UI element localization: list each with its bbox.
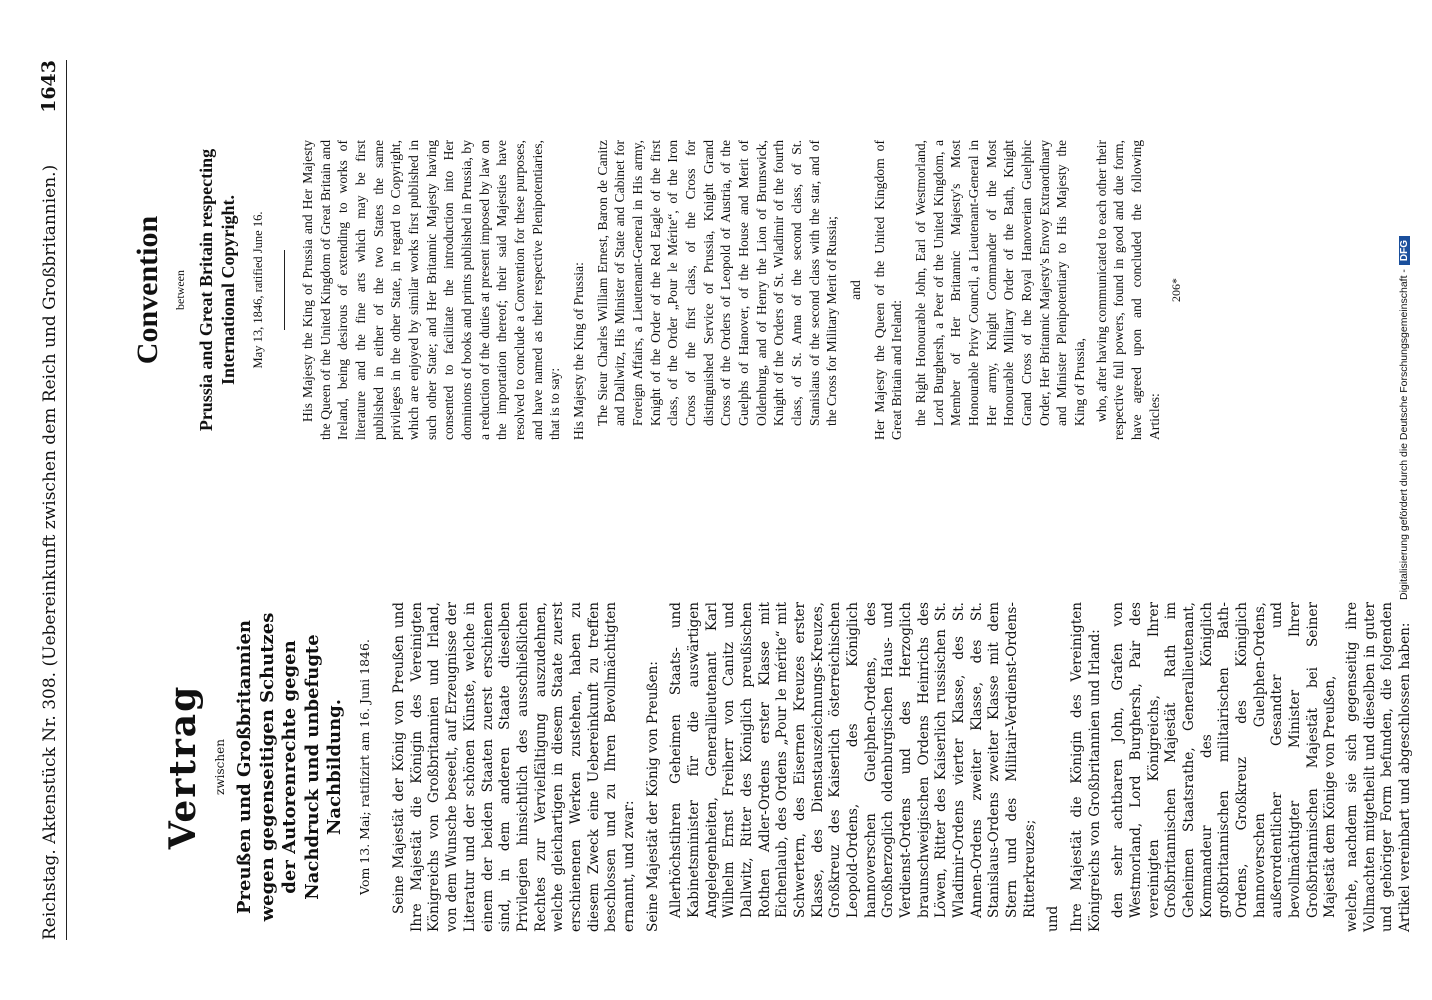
german-between: zwischen	[212, 739, 227, 795]
english-title: Convention	[131, 215, 164, 365]
english-date: May 13, 1846, ratified June 16.	[250, 211, 265, 369]
german-queen-heading: Ihre Majestät die Königin des Vereinigten Königreichs von Großbritannien und Irland:	[1069, 602, 1103, 932]
german-column	[65, 602, 1419, 932]
german-title: Vertrag	[162, 684, 204, 850]
german-date: Vom 13. Mai; ratifizirt am 16. Juni 1846.	[356, 639, 372, 895]
english-queen-plenipotentiary: the Right Honourable John, Earl of Westmorland, Lord Burghersh, a Peer of the United Kingdom, a Member of Her Britannic Majesty's Most Honourable Privy Council, a Lieutenant-General in Her army, Knight Commander of the Most Honourable Military Order of the Bath, Knight Grand Cross of the Royal Hanoverian Guelphic Order, Her Britannic Majesty's Envoy Extraordinary and Minister Plenipotentiary to His Majesty the King of Prussia,	[913, 140, 1088, 426]
english-preamble: His Majesty the King of Prussia and Her Majesty the Queen of the United Kingdom of Great Britain and Ireland, being desirous of extending to works of literature and the fine arts which may be first published in either of the two States the same privileges in the other State, in regard to Copyright, which are enjoyed by similar works first published in such other State; and Her Britannic Majesty having consented to facilitate the introduction into Her dominions of books and prints published in Prussia, by a reduction of the duties at present imposed by law on the importation thereof; their said Majesties have resolved to conclude a Convention for these purposes, and have named as their respective Plenipotentiaries, that is to say:	[299, 140, 563, 440]
footer-text: Digitalisierung gefördert durch die Deutsche Forschungsgemeinschaft -	[1398, 269, 1410, 600]
german-subtitle: Preußen und Großbritannien wegen gegenseitigen Schutzes der Autorenrechte gegen Nachdruck und unbefugte Nachbildung.	[234, 612, 346, 922]
german-king-heading: Seine Majestät der König von Preußen:	[644, 661, 661, 932]
german-closing: welche, nachdem sie sich gegenseitig ihre Vollmachten mitgetheilt und dieselben in guter und gehöriger Form befunden, die folgenden Artikel vereinbart und abgeschlossen haben:	[1344, 602, 1414, 932]
german-king-plenipotentiary: Allerhöchstihren Geheimen Staats- und Kabinetsminister für die auswärtigen Angelegenheiten, Generallieutenant Karl Wilhelm Ernst Freiherr von Canitz und Dallwitz, Ritter des Königlich preußischen Rothen Adler-Ordens erster Klasse mit Eichenlaub, des Ordens „Pour le mérite“ mit Schwertern, des Eisernen Kreuzes erster Klasse, des Dienstauszeichnungs-Kreuzes, Großkreuz des Kaiserlich österreichischen Leopold-Ordens, des Königlich hannoverschen Guelphen-Ordens, des Großherzoglich oldenburgischen Haus- und Verdienst-Ordens und des Herzoglich braunschweigischen Ordens Heinrichs des Löwen, Ritter des Kaiserlich russischen St. Wladimir-Ordens vierter Klasse, des St. Annen-Ordens zweiter Klasse, des St. Stanislaus-Ordens zweiter Klasse mit dem Stern und des Militair-Verdienst-Ordens-Ritterkreuzes;	[668, 602, 1038, 918]
sheet-number: 206*	[1169, 278, 1184, 302]
page-number: 1643	[38, 60, 60, 113]
english-subtitle: Prussia and Great Britain respecting International Copyright.	[195, 148, 239, 432]
german-queen-plenipotentiary: den sehr achtbaren John, Grafen von Westmorland, Lord Burghersh, Pair des vereinigten Königreichs, Ihrer Großbritannischen Majestät Rath im Geheimen Staatsrathe, Generallieutenant, Kommandeur des Königlich großbritannischen militairischen Bath-Ordens, Großkreuz des Königlich hannoverschen Guelphen-Ordens, außerordentlicher Gesandter und bevollmächtigter Minister Ihrer Großbritannischen Majestät bei Seiner Majestät dem Könige von Preußen,	[1110, 602, 1339, 918]
english-column	[58, 140, 1185, 440]
english-and: and	[848, 280, 863, 300]
english-king-heading: His Majesty the King of Prussia:	[570, 262, 586, 440]
running-header-text: Reichstag. Aktenstück Nr. 308. (Uebereinkunft zwischen dem Reich und Großbritannien.)	[40, 164, 60, 940]
digitization-footer	[1398, 236, 1410, 600]
english-closing: who, after having communicated to each other their respective full powers, found in good and due form, have agreed upon and concluded the following Articles:	[1093, 140, 1162, 440]
german-preamble: Seine Majestät der König von Preußen und Ihre Majestät die Königin des Vereinigten Königreichs von Großbritannien und Irland, von dem Wunsche beseelt, auf Erzeugnisse der Literatur und der schönen Künste, welche in einem der beiden Staaten zuerst erschienen sind, in dem anderen Staate dieselben Privilegien hinsichtlich des ausschließlichen Rechtes zur Vervielfältigung auszudehnen, welche gleichartigen in diesem Staate zuerst erschienenen Werken zustehen, haben zu diesem Zweck eine Uebereinkunft zu treffen beschlossen und zu Ihren Bevollmächtigten ernannt, und zwar:	[391, 602, 637, 932]
divider	[284, 250, 285, 330]
dfg-logo: DFG	[1399, 236, 1410, 265]
german-and: und	[1045, 905, 1062, 932]
english-queen-heading: Her Majesty the Queen of the United Kingdom of Great Britain and Ireland:	[871, 140, 905, 440]
english-king-plenipotentiary: The Sieur Charles William Ernest, Baron de Canitz and Dallwitz, His Minister of State and Cabinet for Foreign Affairs, a Lieutenant-General in His army, Knight of the Order of the Red Eagle of the first class, of the Order „Pour le Mérite“, of the Iron Cross of the first class, of the Cross for distinguished Service of Prussia, Knight Grand Cross of the Orders of Leopold of Austria, of the Guelphs of Hanover, of the House and Merit of Oldenburg, and of Henry the Lion of Brunswick, Knight of the Orders of St. Wladimir of the fourth class, of St. Anna of the second class, of St. Stanislaus of the second class with the star, and of the Cross for Military Merit of Russia;	[594, 140, 840, 426]
english-between: between	[173, 270, 187, 310]
